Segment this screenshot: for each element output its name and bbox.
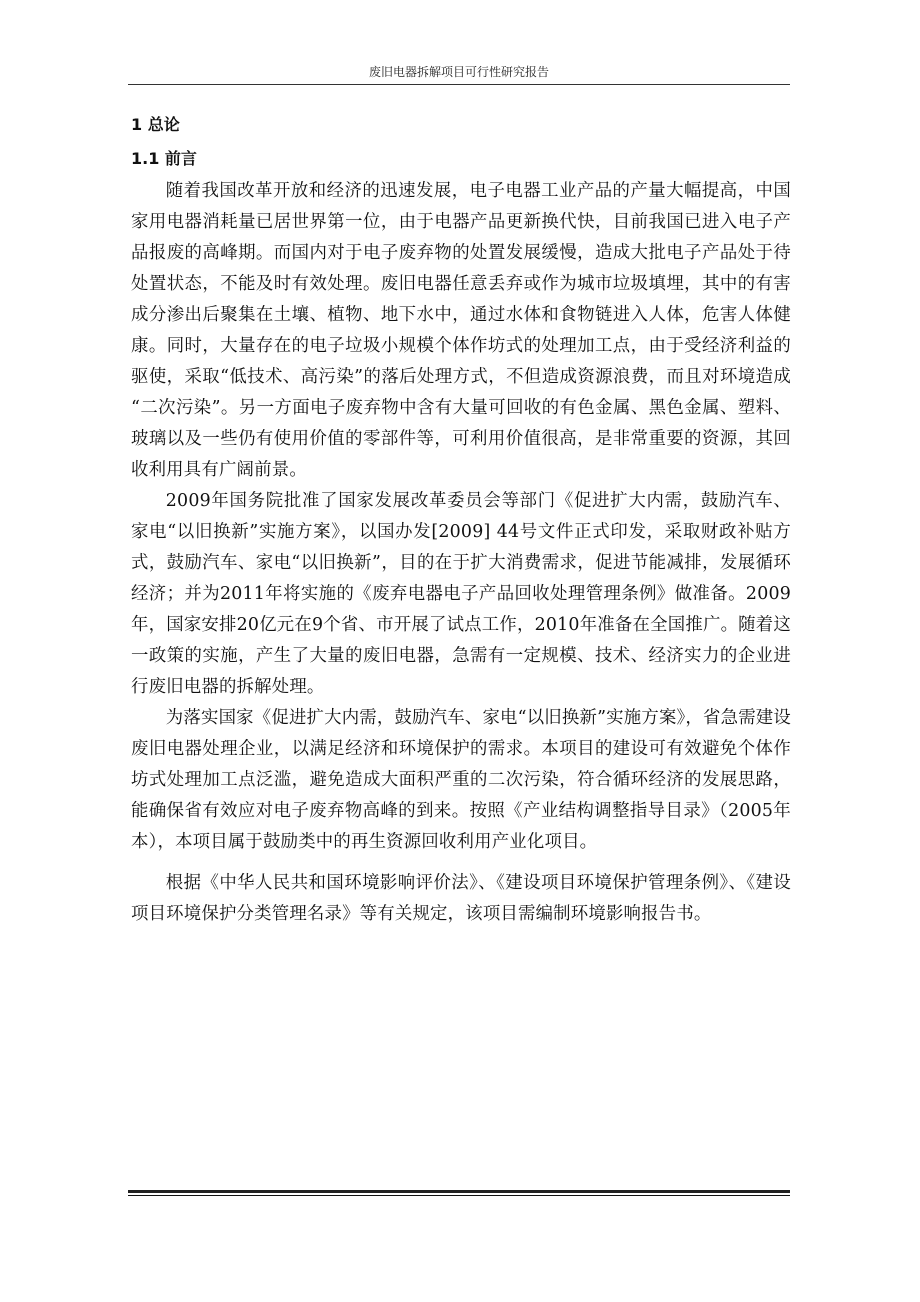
section-heading-1-1: 1.1 前言: [131, 149, 197, 168]
paragraph-2: 2009年国务院批准了国家发展改革委员会等部门《促进扩大内需，鼓励汽车、家电“以旧换新”实施方案》，以国办发[2009] 44号文件正式印发，采取财政补贴方式，鼓励汽车、家电“以旧换新”，目的在于扩大消费需求，促进节能减排，发展循环经济；并为2011年将实施的《废弃电器电子产品回收处理管理条例》做准备。2009年，国家安排20亿元在9个省、市开展了试点工作，2010年准备在全国推广。随着这一政策的实施，产生了大量的废旧电器，急需有一定规模、技术、经济实力的企业进行废旧电器的拆解处理。: [131, 491, 791, 697]
footer-divider-thin: [128, 1195, 790, 1196]
header-divider: [128, 84, 790, 85]
paragraph-3: 为落实国家《促进扩大内需，鼓励汽车、家电“以旧换新”实施方案》，省急需建设废旧电器处理企业，以满足经济和环境保护的需求。本项目的建设可有效避免个体作坊式处理加工点泛滥，避免造成大面积严重的二次污染，符合循环经济的发展思路，能确保省有效应对电子废弃物高峰的到来。按照《产业结构调整指导目录》（2005年本），本项目属于鼓励类中的再生资源回收利用产业化项目。: [131, 708, 791, 852]
page-header-title: 废旧电器拆解项目可行性研究报告: [368, 65, 549, 79]
document-body: [131, 104, 791, 930]
footer-divider-thick: [128, 1190, 790, 1193]
paragraph-1: 随着我国改革开放和经济的迅速发展，电子电器工业产品的产量大幅提高，中国家用电器消耗量已居世界第一位，由于电器产品更新换代快，目前我国已进入电子产品报废的高峰期。而国内对于电子废弃物的处置发展缓慢，造成大批电子产品处于待处置状态，不能及时有效处理。废旧电器任意丢弃或作为城市垃圾填埋，其中的有害成分渗出后聚集在土壤、植物、地下水中，通过水体和食物链进入人体，危害人体健康。同时，大量存在的电子垃圾小规模个体作坊式的处理加工点，由于受经济利益的驱使，采取“低技术、高污染”的落后处理方式，不但造成资源浪费，而且对环境造成 “二次污染”。另一方面电子废弃物中含有大量可回收的有色金属、黑色金属、塑料、玻璃以及一些仍有使用价值的零部件等，可利用价值很高，是非常重要的资源，其回收利用具有广阔前景。: [131, 181, 791, 480]
paragraph-4: 根据《中华人民共和国环境影响评价法》、《建设项目环境保护管理条例》、《建设项目环境保护分类管理名录》等有关规定，该项目需编制环境影响报告书。: [131, 873, 791, 924]
section-heading-1: 1 总论: [131, 115, 180, 134]
